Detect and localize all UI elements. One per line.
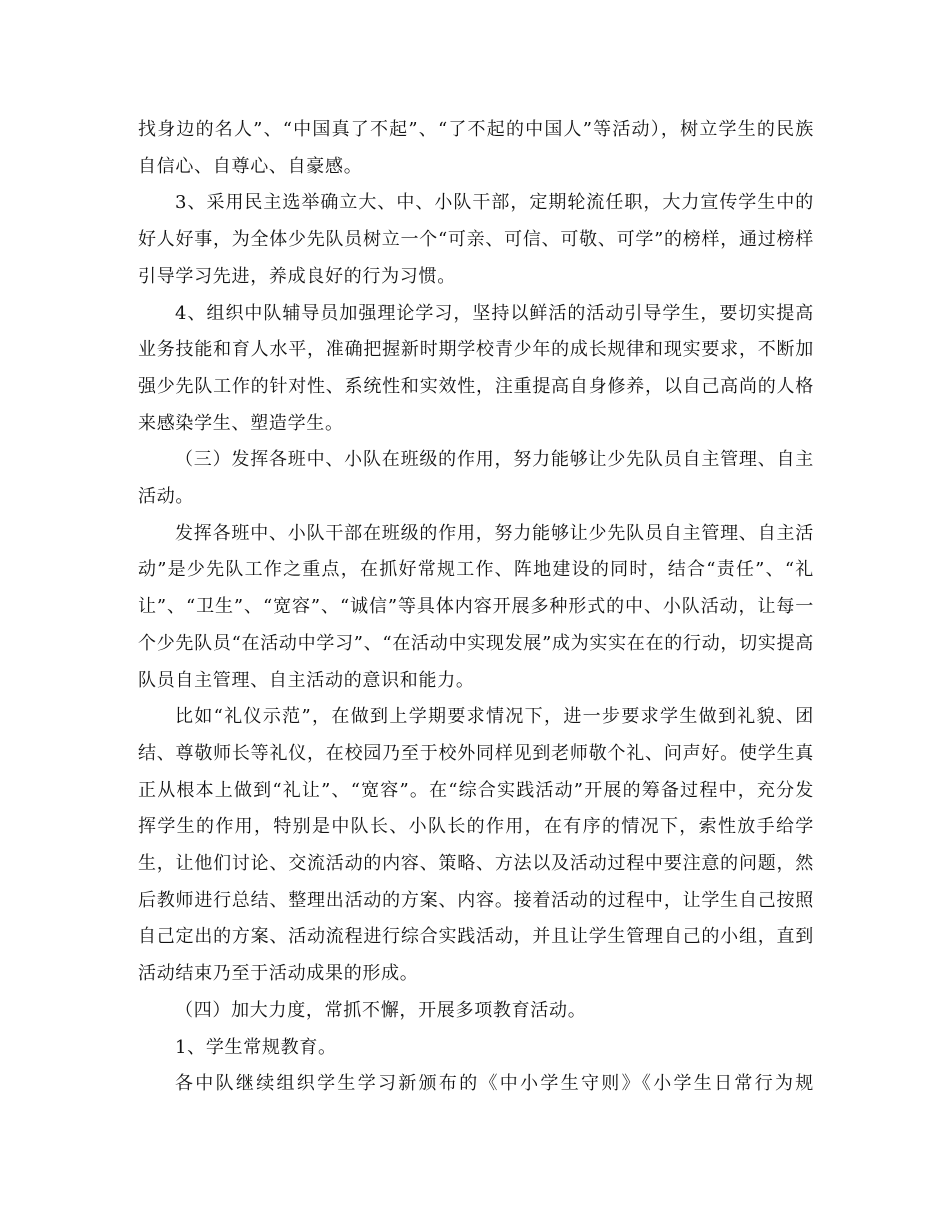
paragraph-code-study: 各中队继续组织学生学习新颁布的《中小学生守则》《小学生日常行为规 [175, 1073, 814, 1095]
paragraph-etiquette-example: 比如“礼仪示范”，在做到上学期要求情况下，进一步要求学生做到礼貌、团结、尊敬师长等礼仪，在校园乃至于校外同样见到老师敬个礼、问声好。使学生真正从根本上做到“礼让”、“宽容”。在“综合实践活动”开展的筹备过程中，充分发挥学生的作用，特别是中队长、小队长的作用，在有序的情况下，索性放手给学生，让他们讨论、交流活动的内容、策略、方法以及活动过程中要注意的问题，然后教师进行总结、整理出活动的方案、内容。接着活动的过程中，让学生自己按照自己定出的方案、活动流程进行综合实践活动，并且让学生管理自己的小组，直到活动结束乃至于活动成果的形成。 [138, 706, 814, 985]
subheading-routine-education: 1、学生常规教育。 [175, 1036, 337, 1058]
section-heading-4: （四）加大力度，常抓不懈，开展多项教育活动。 [175, 999, 587, 1021]
document-body [138, 112, 814, 1103]
paragraph-item-4: 4、组织中队辅导员加强理论学习，坚持以鲜活的活动引导学生，要切实提高业务技能和育人水平，准确把握新时期学校青少年的成长规律和现实要求，不断加强少先队工作的针对性、系统性和实效性，注重提高自身修养，以自己高尚的人格来感染学生、塑造学生。 [138, 302, 814, 434]
paragraph-self-management: 发挥各班中、小队干部在班级的作用，努力能够让少先队员自主管理、自主活动”是少先队工作之重点，在抓好常规工作、阵地建设的同时，结合“责任”、“礼让”、“卫生”、“宽容”、“诚信”等具体内容开展多种形式的中、小队活动，让每一个少先队员“在活动中学习”、“在活动中实现发展”成为实实在在的行动，切实提高队员自主管理、自主活动的意识和能力。 [138, 522, 814, 691]
section-heading-3: （三）发挥各班中、小队在班级的作用，努力能够让少先队员自主管理、自主活动。 [138, 449, 814, 508]
paragraph-continuation: 找身边的名人”、“中国真了不起”、“了不起的中国人”等活动），树立学生的民族自信心、自尊心、自豪感。 [138, 119, 814, 177]
paragraph-item-3: 3、采用民主选举确立大、中、小队干部，定期轮流任职，大力宣传学生中的好人好事，为全体少先队员树立一个“可亲、可信、可敬、可学”的榜样，通过榜样引导学习先进，养成良好的行为习惯。 [138, 192, 814, 287]
